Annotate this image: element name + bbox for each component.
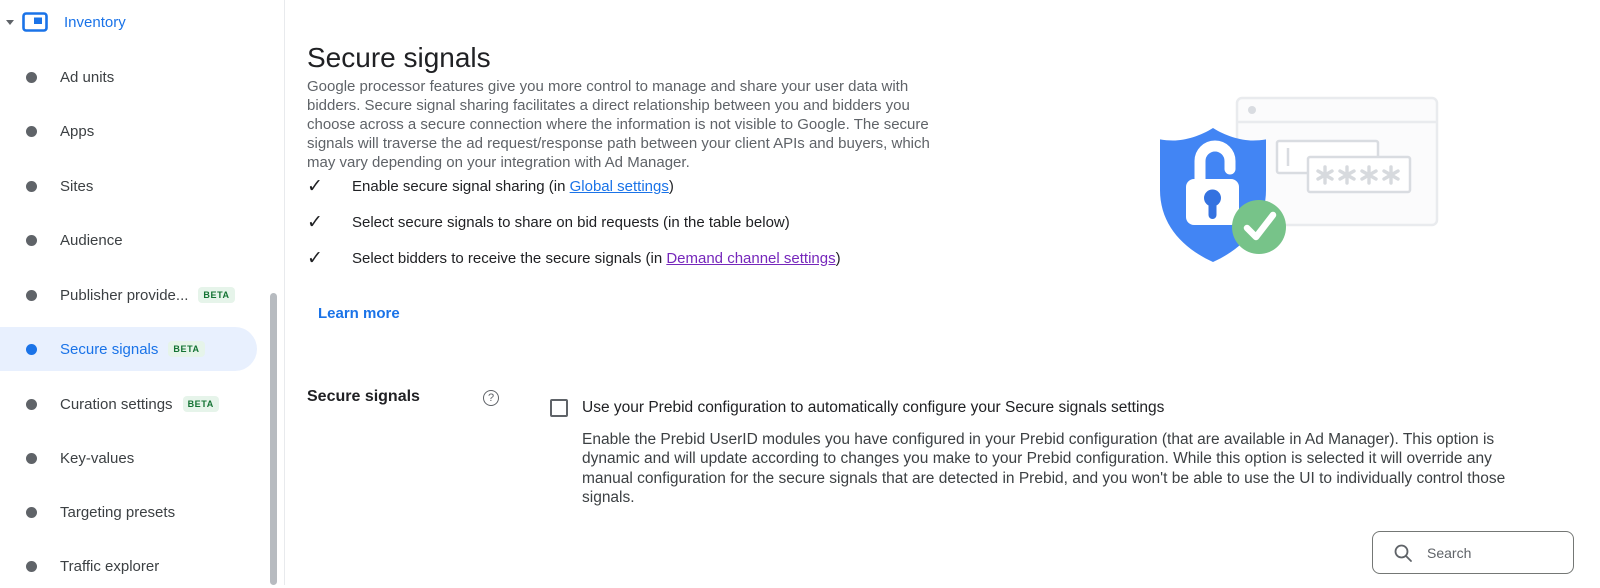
sidebar-item-publisher-provided[interactable] [0, 273, 284, 317]
sidebar-item-label: Ad units [60, 68, 115, 86]
bullet-icon [26, 181, 37, 192]
sidebar-item-label: Sites [60, 177, 94, 195]
sidebar-item-label: Apps [60, 122, 95, 140]
search-field[interactable] [1372, 531, 1574, 574]
setup-checklist [307, 168, 841, 276]
bullet-icon [26, 235, 37, 246]
checklist-text-prefix: Select secure signals to share on bid requests (in the table below) [352, 213, 790, 231]
bullet-icon [26, 561, 37, 572]
sidebar-item-key-values[interactable] [0, 436, 284, 480]
inventory-icon [22, 12, 48, 32]
checklist-item-text [352, 178, 674, 195]
bullet-icon [26, 399, 37, 410]
beta-badge: BETA [168, 341, 204, 357]
sidebar-item-label: Audience [60, 231, 123, 249]
checklist-text-prefix: Select bidders to receive the secure signals (in [352, 249, 667, 267]
intro-paragraph: Google processor features give you more control to manage and share your user data with bidders. Secure signal sharing facilitates a direct relationship between you and bidders you choose across a secure connection where the information is not visible to Google. The secure signals will traverse the ad request/response path between your client APIs and buyers, which may vary depending on your integration with Ad Manager. [307, 78, 930, 171]
demand-channel-settings-link[interactable]: Demand channel settings [666, 249, 836, 267]
bullet-icon [26, 290, 37, 301]
checklist-item-enable-sharing [307, 168, 841, 204]
sidebar-item-sites[interactable] [0, 164, 284, 208]
beta-badge: BETA [183, 396, 219, 412]
sidebar-divider [284, 0, 285, 585]
bullet-icon [26, 344, 37, 355]
checkmark-icon: ✓ [307, 211, 323, 233]
sidebar-item-label: Targeting presets [60, 503, 176, 521]
sidebar-item-label: Secure signals [60, 340, 159, 358]
bullet-icon [26, 507, 37, 518]
checklist-item-text [352, 214, 790, 231]
checklist-text-suffix: ) [835, 249, 841, 267]
prebid-config-description: Enable the Prebid UserID modules you have configured in your Prebid configuration (that are available in Ad Manager). This option is dynamic and will update according to changes you make to your Prebid configuration. While this option is selected it will override any manual configuration for the secure signals that are detected in Prebid, and you won't be able to use the UI to individually control those signals. [582, 431, 1506, 506]
page-title: Secure signals [307, 41, 491, 73]
sidebar-item-apps[interactable] [0, 109, 284, 153]
prebid-config-checkbox-label: Use your Prebid configuration to automatically configure your Secure signals settings [582, 399, 1165, 416]
sidebar-item-secure-signals[interactable] [0, 327, 257, 371]
checklist-item-select-signals [307, 204, 841, 240]
checklist-text-suffix: ) [668, 177, 674, 195]
sidebar-item-curation-settings[interactable] [0, 382, 284, 426]
check-badge-icon [1232, 200, 1286, 254]
sidebar [0, 0, 284, 585]
checklist-item-select-bidders [307, 240, 841, 276]
bullet-icon [26, 453, 37, 464]
bullet-icon [26, 72, 37, 83]
search-input[interactable] [1425, 544, 1565, 562]
sidebar-section-label: Inventory [64, 13, 126, 31]
sidebar-item-label: Traffic explorer [60, 557, 160, 575]
help-icon[interactable]: ? [483, 390, 499, 406]
sidebar-item-traffic-explorer[interactable] [0, 544, 284, 588]
beta-badge: BETA [198, 287, 234, 303]
learn-more-link[interactable]: Learn more [318, 305, 400, 322]
secure-signals-section-label: Secure signals [307, 388, 420, 405]
prebid-config-checkbox[interactable] [550, 399, 568, 417]
checkmark-icon: ✓ [307, 175, 323, 197]
sidebar-item-audience[interactable] [0, 218, 284, 262]
checkmark-icon: ✓ [307, 247, 323, 269]
sidebar-item-targeting-presets[interactable] [0, 490, 284, 534]
sidebar-item-label: Curation settings [60, 395, 173, 413]
search-icon [1393, 543, 1413, 563]
sidebar-item-ad-units[interactable] [0, 55, 284, 99]
global-settings-link[interactable]: Global settings [569, 177, 669, 195]
checklist-item-text [352, 250, 841, 267]
sidebar-item-label: Key-values [60, 449, 135, 467]
secure-signals-illustration [1133, 90, 1447, 273]
sidebar-section-inventory[interactable] [0, 2, 126, 42]
sidebar-scrollbar[interactable] [270, 293, 277, 585]
expand-caret-icon[interactable] [6, 20, 14, 25]
checklist-text-prefix: Enable secure signal sharing (in [352, 177, 570, 195]
bullet-icon [26, 126, 37, 137]
sidebar-item-label: Publisher provide... [60, 286, 189, 304]
